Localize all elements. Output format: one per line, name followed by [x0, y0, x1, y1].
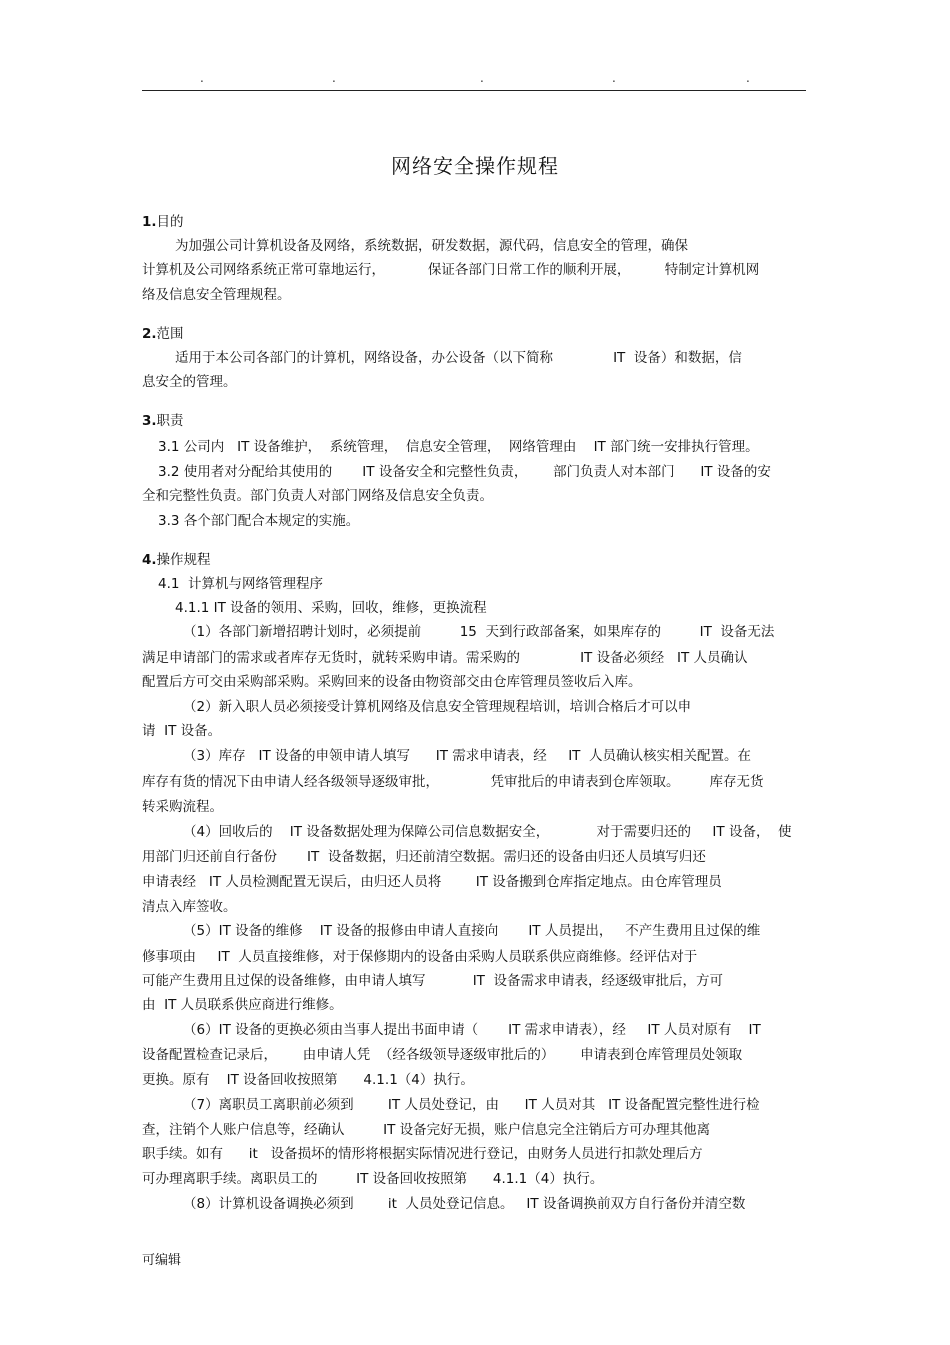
section-1-number: 1. [142, 214, 157, 230]
section-4-line: （3）库存 IT 设备的申领申请人填写 IT 需求申请表，经 IT 人员确认核实相关配置。在 [183, 748, 752, 764]
section-4-line: （1）各部门新增招聘计划时，必须提前 15 天到行政部备案，如果库存的 IT 设备无法 [183, 624, 775, 640]
section-2-number: 2. [142, 326, 157, 342]
section-2-heading [142, 325, 184, 343]
section-4-line: 可能产生费用且过保的设备维修，由申请人填写 IT 设备需求申请表，经逐级审批后，方可 [142, 973, 724, 989]
document-title: 网络安全操作规程 [391, 154, 559, 178]
header-dot: . [200, 71, 204, 85]
section-4-line: 修事项由 IT 人员直接维修，对于保修期内的设备由采购人员联系供应商维修。经评估对于 [142, 949, 698, 965]
section-4-line: 职手续。如有 it 设备损坏的情形将根据实际情况进行登记，由财务人员进行扣款处理后方 [142, 1146, 703, 1162]
section-3-line: 全和完整性负责。部门负责人对部门网络及信息安全负责。 [142, 488, 493, 504]
section-1-heading [142, 213, 184, 231]
section-4-line: （6）IT 设备的更换必须由当事人提出书面申请（ IT 需求申请表），经 IT 人员对原有 IT [183, 1022, 761, 1038]
section-1-line: 络及信息安全管理规程。 [142, 287, 291, 303]
section-4-line: 库存有货的情况下由申请人经各级领导逐级审批， 凭审批后的申请表到仓库领取。 库存无货 [142, 774, 764, 790]
section-4-line: 查，注销个人账户信息等，经确认 IT 设备完好无损，账户信息完全注销后方可办理其他离 [142, 1122, 711, 1138]
page-footer: 可编辑 [142, 1253, 182, 1268]
section-4-line: 请 IT 设备。 [142, 723, 222, 739]
section-3-title: 职责 [156, 413, 184, 429]
section-3-line: 3.3 各个部门配合本规定的实施。 [158, 513, 360, 529]
section-2-line: 息安全的管理。 [142, 374, 237, 390]
subsection-4-1-1-heading: 4.1.1 IT 设备的领用、采购，回收，维修，更换流程 [175, 600, 487, 616]
section-1-line: 计算机及公司网络系统正常可靠地运行， 保证各部门日常工作的顺利开展， 特制定计算机网 [142, 262, 760, 278]
section-4-line: 设备配置检查记录后， 由申请人凭 （经各级领导逐级审批后的） 申请表到仓库管理员处领取 [142, 1047, 743, 1063]
header-rule [142, 90, 806, 91]
section-4-line: 可办理离职手续。离职员工的 IT 设备回收按照第 4.1.1（4）执行。 [142, 1171, 604, 1187]
section-1-title: 目的 [156, 214, 184, 230]
section-4-line: （8）计算机设备调换必须到 it 人员处登记信息。 IT 设备调换前双方自行备份并清空数 [183, 1196, 746, 1212]
section-4-line: （4）回收后的 IT 设备数据处理为保障公司信息数据安全， 对于需要归还的 IT 设备， 使 [183, 824, 792, 840]
section-2-title: 范围 [156, 326, 184, 342]
header-dots [142, 72, 806, 86]
section-3-line: 3.2 使用者对分配给其使用的 IT 设备安全和完整性负责， 部门负责人对本部门 IT 设备的安 [158, 464, 771, 480]
section-4-line: （7）离职员工离职前必须到 IT 人员处登记，由 IT 人员对其 IT 设备配置完整性进行检 [183, 1097, 760, 1113]
subsection-4-1-heading: 4.1 计算机与网络管理程序 [158, 576, 324, 592]
section-2-line: 适用于本公司各部门的计算机，网络设备，办公设备（以下简称 IT 设备）和数据，信 [175, 350, 742, 366]
header-dot: . [746, 71, 750, 85]
section-4-line: 转采购流程。 [142, 799, 223, 815]
header-dot: . [332, 71, 336, 85]
section-4-line: 申请表经 IT 人员检测配置无误后，由归还人员将 IT 设备搬到仓库指定地点。由仓库管理员 [142, 874, 722, 890]
section-4-line: （2）新入职人员必须接受计算机网络及信息安全管理规程培训，培训合格后才可以申 [183, 699, 692, 715]
section-4-line: 用部门归还前自行备份 IT 设备数据，归还前清空数据。需归还的设备由归还人员填写归还 [142, 849, 706, 865]
section-4-line: 清点入库签收。 [142, 899, 237, 915]
section-4-line: 更换。原有 IT 设备回收按照第 4.1.1（4）执行。 [142, 1072, 474, 1088]
section-4-line: 由 IT 人员联系供应商进行维修。 [142, 997, 343, 1013]
header-dot: . [480, 71, 484, 85]
section-4-number: 4. [142, 552, 157, 568]
section-3-line: 3.1 公司内 IT 设备维护， 系统管理， 信息安全管理， 网络管理由 IT 部门统一安排执行管理。 [158, 439, 759, 455]
section-3-heading [142, 412, 184, 430]
section-4-line: 满足申请部门的需求或者库存无货时，就转采购申请。需采购的 IT 设备必须经 IT 人员确认 [142, 650, 748, 666]
section-4-title: 操作规程 [156, 552, 211, 568]
section-3-number: 3. [142, 413, 157, 429]
header-dot: . [612, 71, 616, 85]
section-4-heading [142, 551, 211, 569]
section-4-line: 配置后方可交由采购部采购。采购回来的设备由物资部交由仓库管理员签收后入库。 [142, 674, 642, 690]
section-4-line: （5）IT 设备的维修 IT 设备的报修由申请人直接向 IT 人员提出， 不产生费用且过保的维 [183, 923, 761, 939]
section-1-line: 为加强公司计算机设备及网络，系统数据，研发数据，源代码，信息安全的管理，确保 [175, 238, 688, 254]
